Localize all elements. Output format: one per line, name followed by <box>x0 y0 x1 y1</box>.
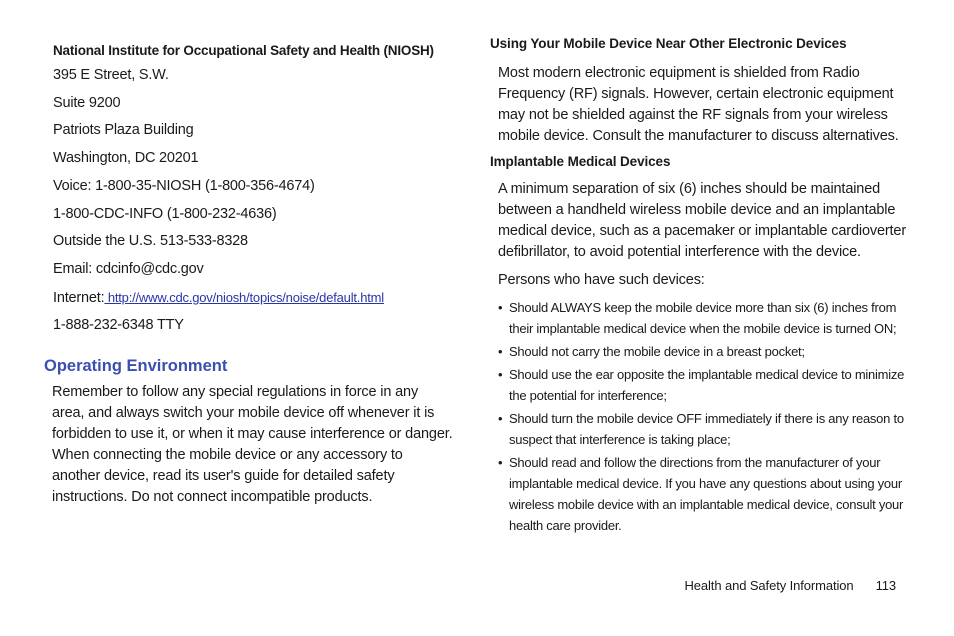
bullet-icon: • <box>498 455 503 470</box>
list-item-text: Should not carry the mobile device in a breast pocket; <box>509 344 805 359</box>
org-heading: National Institute for Occupational Safety and Health (NIOSH) <box>53 43 434 58</box>
list-item-text: Should read and follow the directions from the manufacturer of your implantable medical device. If you have any questions about using your wireless mobile device with an implantable medical device, consult your health care provider. <box>509 455 904 533</box>
electronic-devices-body: Most modern electronic equipment is shielded from Radio Frequency (RF) signals. However, certain electronic equipment may not be shielded against the RF signals from your wireless mobile device. Consult the manufacturer to discuss alternatives. <box>498 65 899 144</box>
address-line: Washington, DC 20201 <box>53 150 199 167</box>
address-line: 395 E Street, S.W. <box>53 67 169 83</box>
internet-label: Internet: <box>53 289 105 306</box>
phone-line: Voice: 1-800-35-NIOSH (1-800-356-4674) <box>53 177 315 194</box>
medical-devices-heading: Implantable Medical Devices <box>490 154 671 169</box>
right-column <box>490 34 910 538</box>
email-line: Email: cdcinfo@cdc.gov <box>53 260 204 277</box>
list-item-text: Should use the ear opposite the implantable medical device to minimize the potential for interference; <box>509 367 905 403</box>
phone-line: 1-800-CDC-INFO (1-800-232-4636) <box>53 205 277 222</box>
list-item <box>498 408 910 450</box>
list-item-text: Should ALWAYS keep the mobile device more than six (6) inches from their implantable medical device when the mobile device is turned ON; <box>509 300 897 336</box>
page-number: 113 <box>875 578 896 593</box>
left-column <box>44 40 454 508</box>
niosh-link[interactable]: http://www.cdc.gov/niosh/topics/noise/default.html <box>104 289 384 305</box>
device-bullet-list <box>498 297 910 536</box>
contact-block <box>44 62 454 340</box>
list-item-text: Should turn the mobile device OFF immediately if there is any reason to suspect that interference is taking place; <box>509 411 904 447</box>
bullet-icon: • <box>498 300 503 315</box>
page-footer <box>684 578 896 593</box>
electronic-devices-heading: Using Your Mobile Device Near Other Electronic Devices <box>490 36 847 51</box>
list-item <box>498 452 910 536</box>
list-item <box>498 297 910 339</box>
section-heading: Operating Environment <box>44 357 228 376</box>
tty-line: 1-888-232-6348 TTY <box>53 317 184 334</box>
bullet-icon: • <box>498 367 503 382</box>
bullet-icon: • <box>498 344 503 359</box>
footer-section-name: Health and Safety Information <box>684 578 854 593</box>
medical-devices-body: A minimum separation of six (6) inches should be maintained between a handheld wireless mobile device and an implantable medical device, such as a pacemaker or implantable cardioverter defibrillator, to avoid potential interference with the device. <box>498 181 907 260</box>
address-line: Patriots Plaza Building <box>53 122 194 139</box>
phone-line: Outside the U.S. 513-533-8328 <box>53 233 248 250</box>
list-item <box>498 364 910 406</box>
section-body: Remember to follow any special regulations in force in any area, and always switch your mobile device off whenever it is forbidden to use it, or when it may cause interference or danger. When connecting the mobile device or any accessory to another device, read its user's guide for detailed safety instructions. Do not connect incompatible products. <box>52 384 453 506</box>
list-item <box>498 341 910 362</box>
internet-line <box>53 284 454 313</box>
persons-intro: Persons who have such devices: <box>498 272 705 288</box>
address-line: Suite 9200 <box>53 94 121 111</box>
bullet-icon: • <box>498 411 503 426</box>
